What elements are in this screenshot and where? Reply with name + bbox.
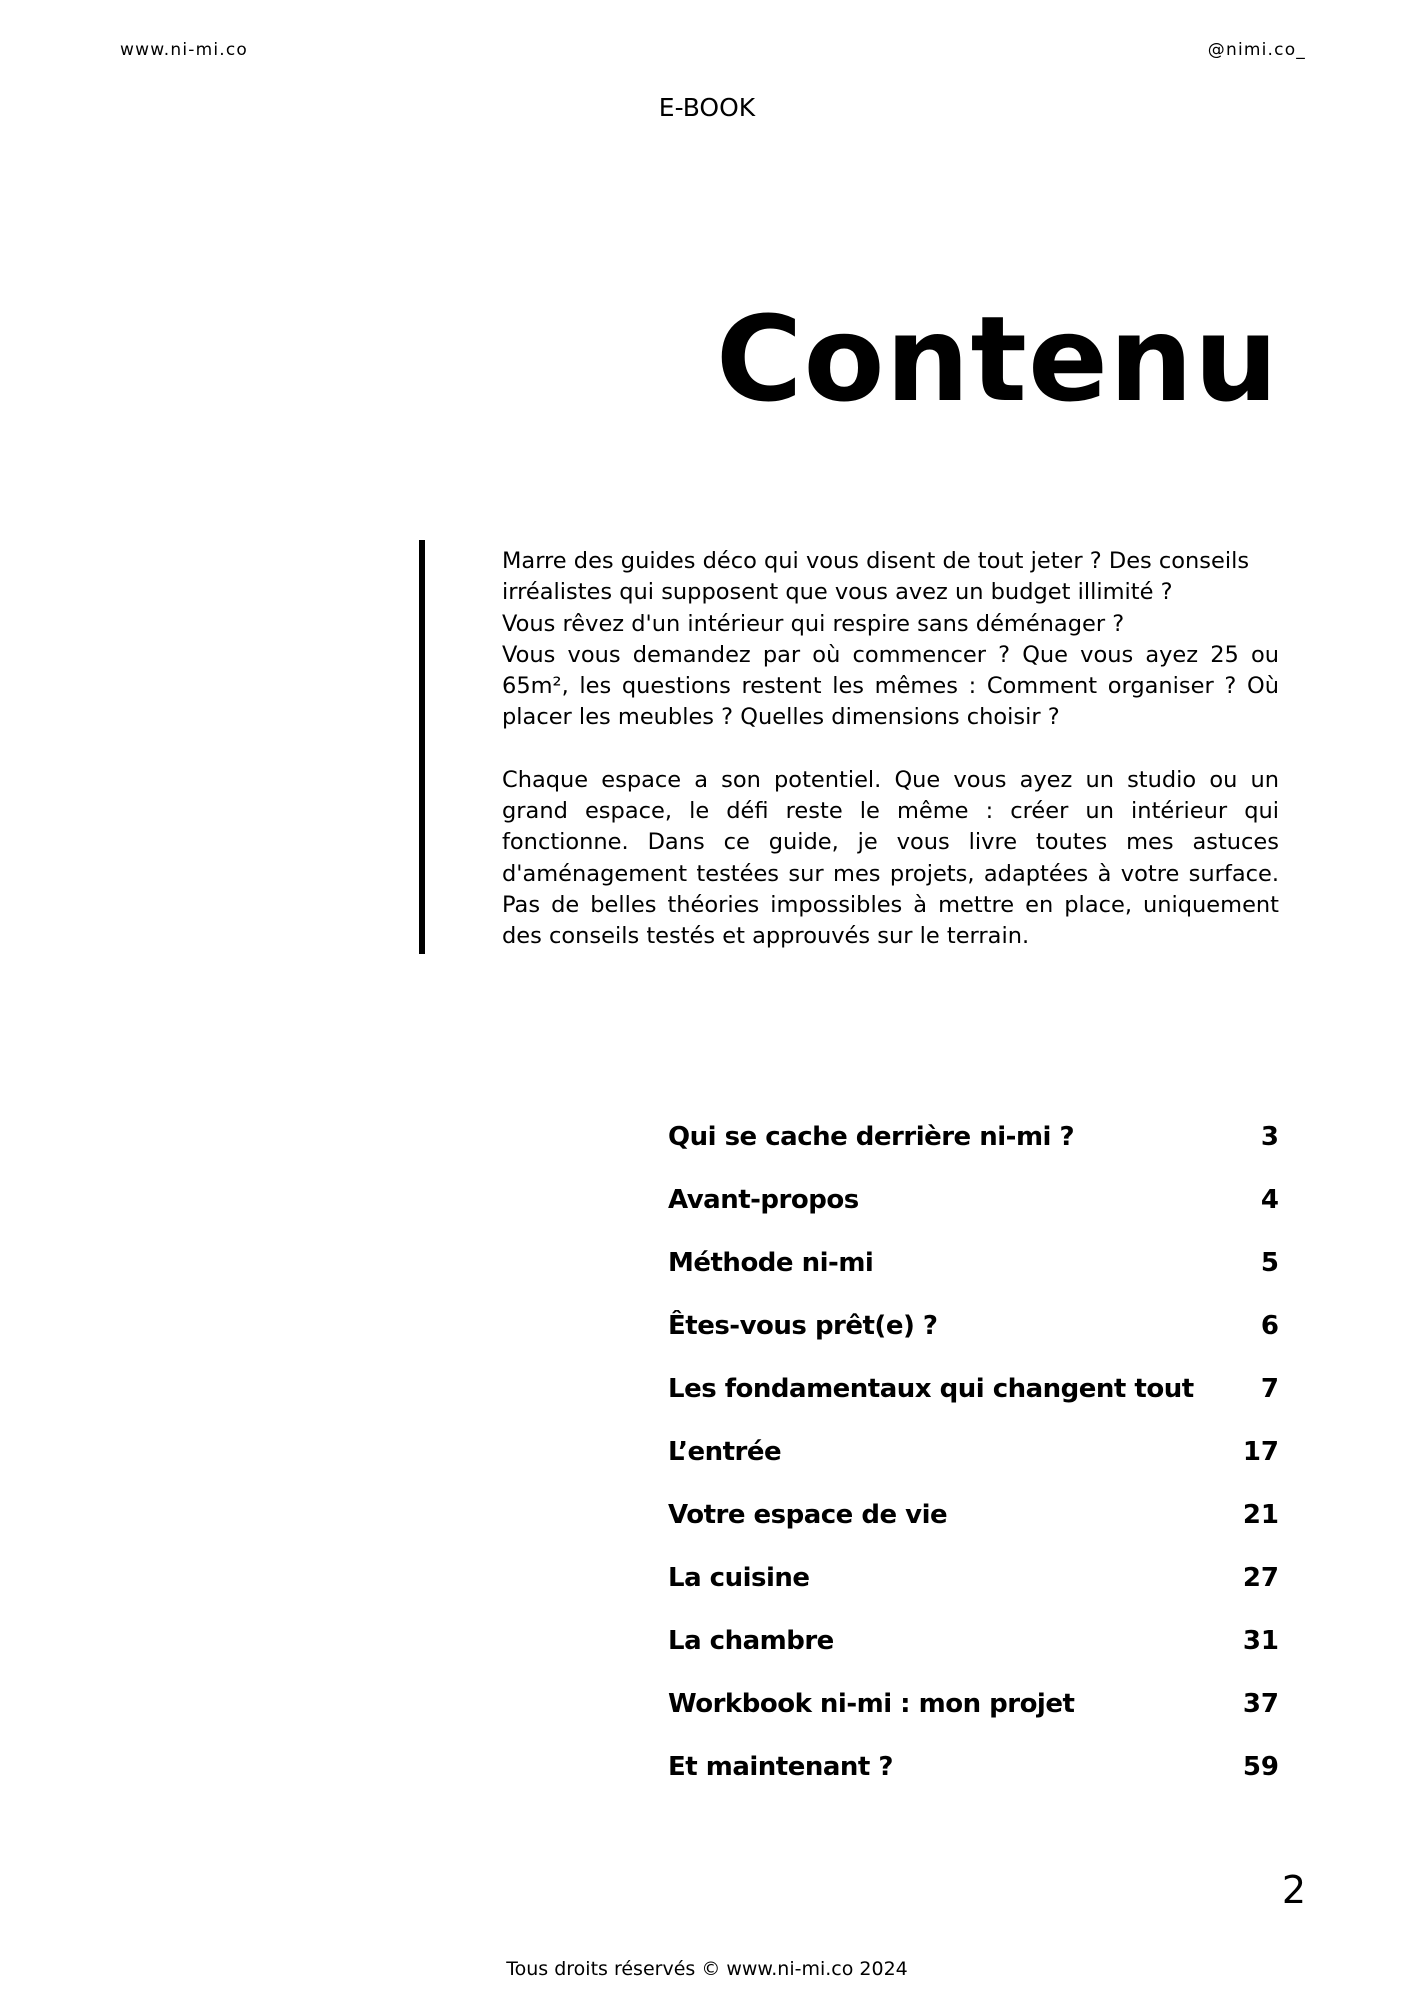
toc-item-title: Et maintenant ? bbox=[668, 1752, 893, 1782]
intro-paragraph-2: Chaque espace a son potentiel. Que vous ayez un studio ou un grand espace, le défi reste le même : créer un intérieur qui fonctionne. Dans ce guide, je vous livre toutes mes astuces d'aménagement testées sur mes projets, adaptées à votre surface. Pas de belles théories impossibles à mettre en place, uniquement des conseils testés et approuvés sur le terrain. bbox=[502, 766, 1279, 950]
toc-item-page: 3 bbox=[1260, 1122, 1279, 1152]
toc-item[interactable] bbox=[668, 1248, 1279, 1311]
footer-copyright: Tous droits réservés © www.ni-mi.co 2024 bbox=[506, 1958, 908, 1980]
toc-item-title: Méthode ni-mi bbox=[668, 1248, 874, 1278]
toc-item[interactable] bbox=[668, 1626, 1279, 1689]
toc-item-title: La cuisine bbox=[668, 1563, 810, 1593]
site-url: www.ni-mi.co bbox=[120, 40, 249, 60]
toc-item-title: L’entrée bbox=[668, 1437, 782, 1467]
toc-item-page: 59 bbox=[1242, 1752, 1279, 1782]
toc-item[interactable] bbox=[668, 1563, 1279, 1626]
toc-item-page: 27 bbox=[1242, 1563, 1279, 1593]
toc-item[interactable] bbox=[668, 1500, 1279, 1563]
toc-item-title: Avant-propos bbox=[668, 1185, 859, 1215]
toc-item-page: 4 bbox=[1260, 1185, 1279, 1215]
toc-item-title: Workbook ni-mi : mon projet bbox=[668, 1689, 1075, 1719]
toc-item-title: Les fondamentaux qui changent tout bbox=[668, 1374, 1194, 1404]
toc-item-page: 6 bbox=[1260, 1311, 1279, 1341]
toc-item-title: Qui se cache derrière ni-mi ? bbox=[668, 1122, 1075, 1152]
toc-item-title: Votre espace de vie bbox=[668, 1500, 948, 1530]
table-of-contents bbox=[668, 1122, 1279, 1815]
toc-item[interactable] bbox=[668, 1185, 1279, 1248]
toc-item-page: 17 bbox=[1242, 1437, 1279, 1467]
toc-item[interactable] bbox=[668, 1752, 1279, 1815]
toc-item-page: 21 bbox=[1242, 1500, 1279, 1530]
toc-item-title: La chambre bbox=[668, 1626, 834, 1656]
toc-item[interactable] bbox=[668, 1689, 1279, 1752]
social-handle: @nimi.co_ bbox=[1207, 40, 1306, 60]
toc-item-page: 31 bbox=[1242, 1626, 1279, 1656]
page-title: Contenu bbox=[715, 290, 1279, 428]
intro-line: Vous rêvez d'un intérieur qui respire sans déménager ? bbox=[502, 610, 1125, 637]
intro-accent-bar bbox=[419, 540, 425, 954]
ebook-label: E-BOOK bbox=[658, 93, 756, 122]
toc-item-title: Êtes-vous prêt(e) ? bbox=[668, 1311, 938, 1341]
toc-item[interactable] bbox=[668, 1311, 1279, 1374]
toc-item[interactable] bbox=[668, 1374, 1279, 1437]
page-number: 2 bbox=[1281, 1868, 1306, 1912]
toc-item-page: 7 bbox=[1260, 1374, 1279, 1404]
toc-item[interactable] bbox=[668, 1437, 1279, 1500]
toc-item-page: 5 bbox=[1260, 1248, 1279, 1278]
toc-item-page: 37 bbox=[1242, 1689, 1279, 1719]
toc-item[interactable] bbox=[668, 1122, 1279, 1185]
intro-paragraph-1 bbox=[502, 546, 1279, 640]
intro-paragraph-1b: Vous vous demandez par où commencer ? Que vous ayez 25 ou 65m², les questions restent les mêmes : Comment organiser ? Où placer les meubles ? Quelles dimensions choisir ? bbox=[502, 641, 1279, 731]
intro-line: Marre des guides déco qui vous disent de tout jeter ? Des conseils irréalistes qui supposent que vous avez un budget illimité ? bbox=[502, 548, 1250, 606]
intro-text bbox=[502, 546, 1279, 953]
